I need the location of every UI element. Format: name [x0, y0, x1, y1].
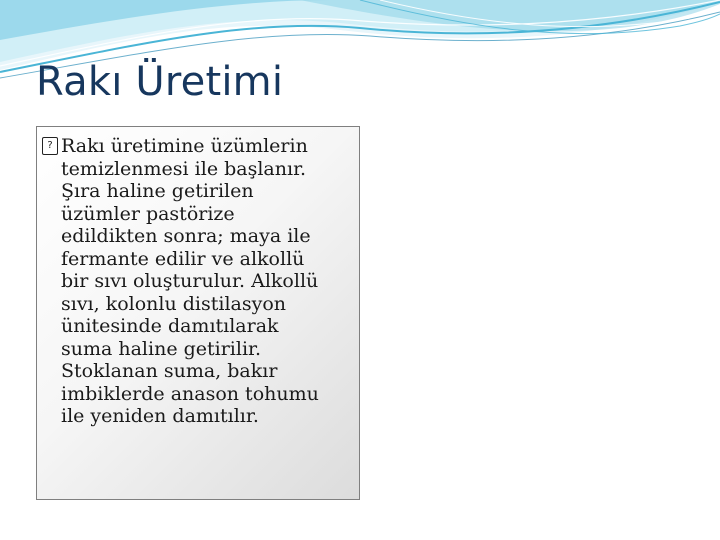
missing-glyph-bullet-icon: ? — [42, 137, 58, 155]
bullet-text: Rakı üretimine üzümlerin temizlenmesi ile başlanır. Şıra haline getirilen üzümler pastörize edildikten sonra; maya ile fermante edilir ve alkollü bir sıvı oluşturulur. Alkollü sıvı, kolonlu distilasyon ünitesinde damıtılarak suma haline getirilir. Stoklanan suma, bakır imbiklerde anason tohumu ile yeniden damıtılır. — [61, 135, 319, 427]
bullet-item — [42, 135, 354, 428]
content-text-box — [36, 126, 360, 500]
slide-title: Rakı Üretimi — [36, 59, 284, 105]
